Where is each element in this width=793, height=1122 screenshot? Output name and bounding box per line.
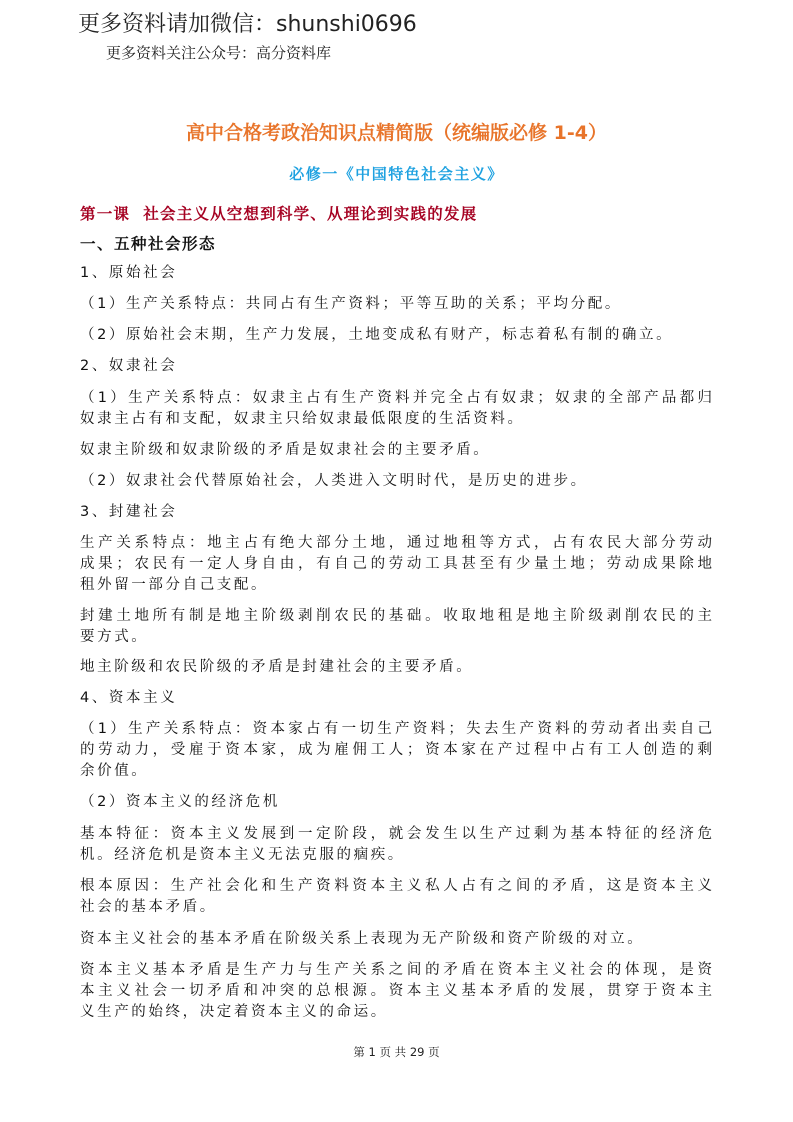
document-subtitle: 必修一《中国特色社会主义》 [289, 165, 504, 183]
paragraph-line: （1）生产关系特点：资本家占有一切生产资料；失去生产资料的劳动者出卖自己 [80, 721, 712, 737]
paragraph-line: 4、资本主义 [80, 690, 178, 706]
paragraph-line: （2）奴隶社会代替原始社会，人类进入文明时代，是历史的进步。 [80, 473, 588, 489]
account-header: 更多资料关注公众号：高分资料库 [106, 44, 332, 62]
paragraph-line: 生产关系特点：地主占有绝大部分土地，通过地租等方式，占有农民大部分劳动 [80, 535, 712, 551]
paragraph-line: 基本特征：资本主义发展到一定阶段，就会发生以生产过剩为基本特征的经济危 [80, 826, 712, 842]
page-footer: 第 1 页 共 29 页 [353, 1045, 440, 1059]
paragraph-line: 的劳动力，受雇于资本家，成为雇佣工人；资本家在产过程中占有工人创造的剩 [80, 742, 712, 758]
paragraph-line: 成果；农民有一定人身自由，有自己的劳动工具甚至有少量土地；劳动成果除地 [80, 556, 712, 572]
document-title: 高中合格考政治知识点精简版（统编版必修 1-4） [186, 122, 607, 144]
paragraph-line: 义生产的始终，决定着资本主义的命运。 [80, 1004, 388, 1020]
wechat-header: 更多资料请加微信：shunshi0696 [78, 12, 417, 37]
paragraph-line: 奴隶主占有和支配，奴隶主只给奴隶最低限度的生活资料。 [80, 411, 525, 427]
paragraph-line: 要方式。 [80, 629, 149, 645]
paragraph-line: 机。经济危机是资本主义无法克服的痼疾。 [80, 847, 405, 863]
paragraph-line: 地主阶级和农民阶级的矛盾是封建社会的主要矛盾。 [80, 659, 474, 675]
paragraph-line: 余价值。 [80, 763, 149, 779]
lesson-heading: 第一课 社会主义从空想到科学、从理论到实践的发展 [80, 205, 478, 223]
paragraph-line: 社会的基本矛盾。 [80, 899, 217, 915]
paragraph-line: 租外留一部分自己支配。 [80, 577, 269, 593]
paragraph-line: 根本原因：生产社会化和生产资料资本主义私人占有之间的矛盾，这是资本主义 [80, 878, 712, 894]
paragraph-line: （1）生产关系特点：奴隶主占有生产资料并完全占有奴隶；奴隶的全部产品都归 [80, 390, 712, 406]
paragraph-line: 封建土地所有制是地主阶级剥削农民的基础。收取地租是地主阶级剥削农民的主 [80, 608, 712, 624]
paragraph-line: （2）资本主义的经济危机 [80, 794, 280, 810]
paragraph-line: 奴隶主阶级和奴隶阶级的矛盾是奴隶社会的主要矛盾。 [80, 442, 491, 458]
paragraph-line: 2、奴隶社会 [80, 358, 178, 374]
paragraph-line: 资本主义社会的基本矛盾在阶级关系上表现为无产阶级和资产阶级的对立。 [80, 931, 645, 947]
paragraph-line: （1）生产关系特点：共同占有生产资料；平等互助的关系；平均分配。 [80, 296, 622, 312]
paragraph-line: 3、封建社会 [80, 504, 178, 520]
paragraph-line: 资本主义基本矛盾是生产力与生产关系之间的矛盾在资本主义社会的体现，是资 [80, 962, 712, 978]
paragraph-line: 本主义社会一切矛盾和冲突的总根源。资本主义基本矛盾的发展，贯穿于资本主 [80, 983, 712, 999]
section-heading: 一、五种社会形态 [80, 235, 217, 253]
paragraph-line: 1、原始社会 [80, 265, 178, 281]
paragraph-line: （2）原始社会末期，生产力发展，土地变成私有财产，标志着私有制的确立。 [80, 327, 674, 343]
